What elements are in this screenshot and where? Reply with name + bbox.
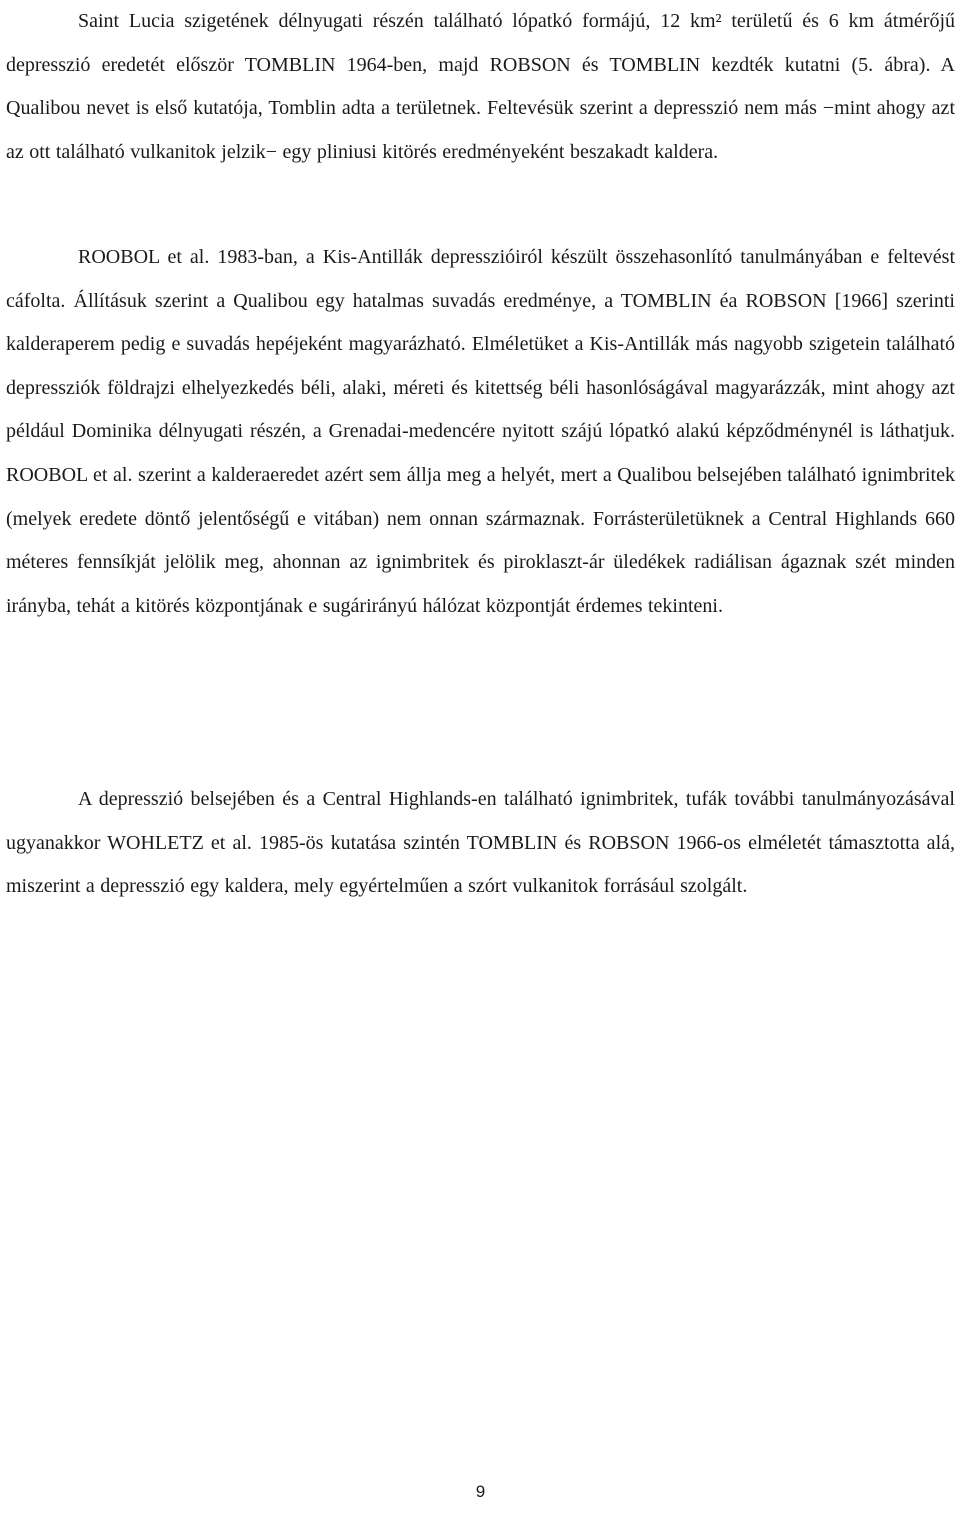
paragraph-text: ROOBOL et al. 1983-ban, a Kis-Antillák depresszióiról készült összehasonlító tanulmányában e feltevést cáfolta. Állításuk szerint a Qualibou egy hatalmas suvadás eredménye, a TOMBLIN éa ROBSON [1966] szerinti kalderaperem pedig e suvadás hepéjeként magyarázható. Elméletüket a Kis-Antillák más nagyobb szigetein található depressziók földrajzi elhelyezkedés béli, alaki, méreti és kitettség béli hasonlóságával magyarázzák, mint ahogy azt például Dominika délnyugati részén, a Grenadai-medencére nyitott szájú lópatkó alakú képződménynél is láthatjuk. ROOBOL et al. szerint a kalderaeredet azért sem állja meg a helyét, mert a Qualibou belsejében található ignimbritek (melyek eredete döntő jelentőségű e vitában) nem onnan származnak. Forrásterületüknek a Central Highlands 660 méteres fennsíkját jelölik meg, ahonnan az ignimbritek és piroklaszt-ár üledékek radiálisan ágaznak szét minden irányba, tehát a kitörés központjának e sugárirányú hálózat központját érdemes tekinteni. bbox=[6, 246, 955, 617]
paragraph-roobol bbox=[6, 236, 955, 628]
paragraph-text: A depresszió belsejében és a Central Highlands-en található ignimbritek, tufák további tanulmányozásával ugyanakkor WOHLETZ et al. 1985-ös kutatása szintén TOMBLIN és ROBSON 1966-os elméletét támasztotta alá, miszerint a depresszió egy kaldera, mely egyértelműen a szórt vulkanitok forrásául szolgált. bbox=[6, 788, 955, 898]
paragraph-text: Saint Lucia szigetének délnyugati részén található lópatkó formájú, 12 km² területű és 6 km átmérőjű depresszió eredetét először TOMBLIN 1964-ben, majd ROBSON és TOMBLIN kezdték kutatni (5. ábra). A Qualibou nevet is első kutatója, Tomblin adta a területnek. Feltevésük szerint a depresszió nem más −mint ahogy azt az ott található vulkanitok jelzik− egy pliniusi kitörés eredményeként beszakadt kaldera. bbox=[6, 10, 955, 163]
document-page bbox=[6, 0, 955, 1517]
paragraph-wohletz bbox=[6, 778, 955, 909]
paragraph-saint-lucia bbox=[6, 0, 955, 174]
page-number: 9 bbox=[475, 1482, 486, 1501]
